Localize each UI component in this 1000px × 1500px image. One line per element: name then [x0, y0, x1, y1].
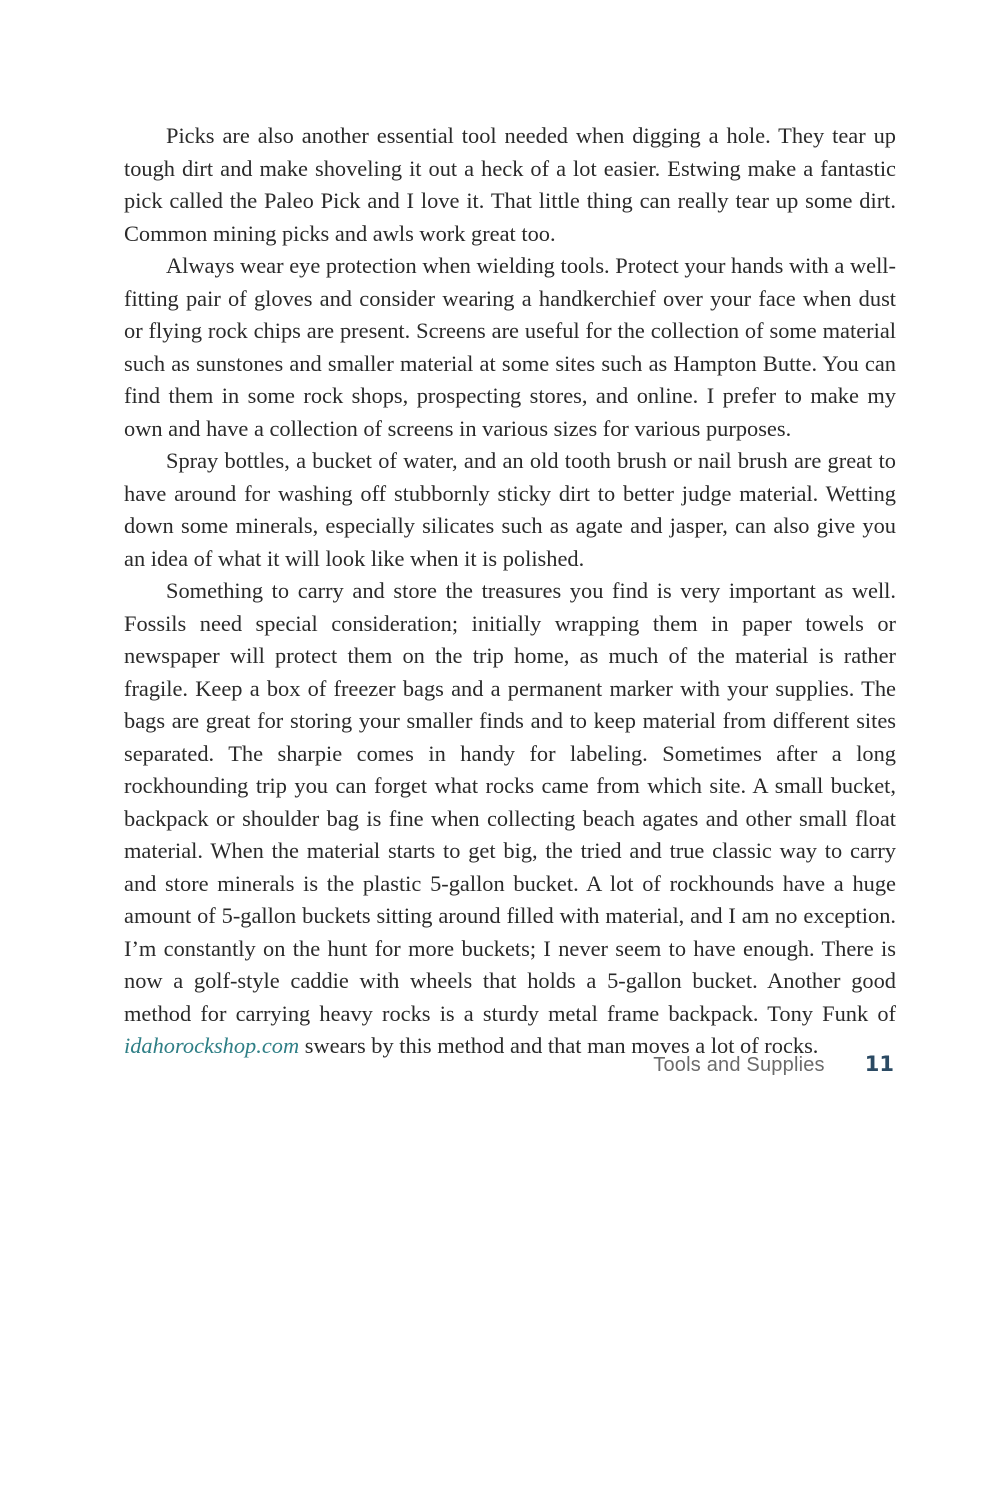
running-head: Tools and Supplies — [653, 1054, 825, 1076]
paragraph-picks: Picks are also another essential tool needed when digging a hole. They tear up tough dirt and make shoveling it out a heck of a lot easier. Estwing make a fantastic pick called the Paleo Pick and I love it. That little thing can really tear up some dirt. Common mining picks and awls work great too. — [124, 123, 896, 246]
paragraph-text-before-link: Something to carry and store the treasures you find is very important as well. Fossils need special consideration; initially wrapping them in paper towels or newspaper will protect them on the trip home, as much of the material is rather fragile. Keep a box of freezer bags and a permanent marker with your supplies. The bags are great for storing your smaller finds and to keep material from different sites separated. The sharpie comes in handy for labeling. Sometimes after a long rockhounding trip you can forget what rocks came from which site. A small bucket, backpack or shoulder bag is fine when collecting beach agates and other small float material. When the material starts to get big, the tried and true classic way to carry and store minerals is the plastic 5-gallon bucket. A lot of rockhounds have a huge amount of 5-gallon buckets sitting around filled with material, and I am no exception. I’m constantly on the hunt for more buckets; I never seem to have enough. There is now a golf-style caddie with wheels that holds a 5-gallon bucket. Another good method for carrying heavy rocks is a sturdy metal frame backpack. Tony Funk of — [124, 578, 896, 1026]
idahorockshop-link[interactable]: idahorockshop.com — [124, 1033, 300, 1058]
page-number: 11 — [864, 1052, 894, 1076]
paragraph-eye-protection: Always wear eye protection when wielding tools. Protect your hands with a well-fitting pair of gloves and consider wearing a handkerchief over your face when dust or flying rock chips are present. Screens are useful for the collection of some material such as sunstones and smaller material at some sites such as Hampton Butte. You can find them in some rock shops, prospecting stores, and online. I prefer to make my own and have a collection of screens in various sizes for various purposes. — [124, 253, 896, 441]
paragraph-text-after-link: swears by this method and that man moves a lot of rocks. — [299, 1033, 819, 1058]
paragraph-spray-bottles: Spray bottles, a bucket of water, and an old tooth brush or nail brush are great to have around for washing off stubbornly sticky dirt to better judge material. Wetting down some minerals, especially silicates such as agate and jasper, can also give you an idea of what it will look like when it is polished. — [124, 448, 896, 571]
page-footer — [653, 1052, 894, 1077]
body-text — [124, 120, 896, 1063]
paragraph-carry-and-store — [124, 575, 896, 1063]
